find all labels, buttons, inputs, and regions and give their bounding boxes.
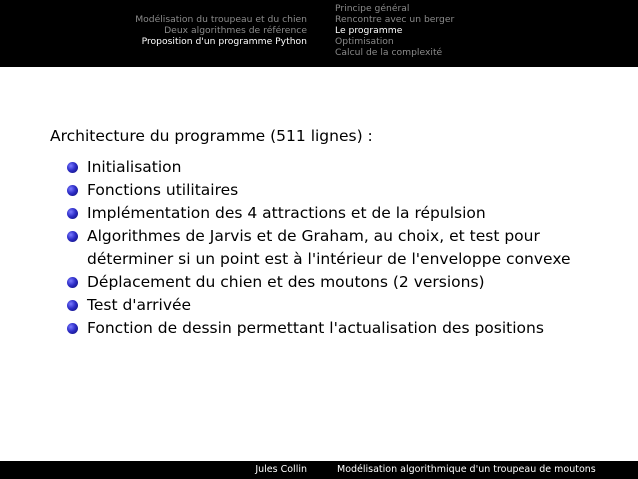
list-item <box>50 294 620 317</box>
list-item-text: Implémentation des 4 attractions et de la répulsion <box>87 204 486 222</box>
bullet-ball-icon <box>67 185 78 196</box>
list-item-text: Test d'arrivée <box>87 296 192 314</box>
subsection-link-programme[interactable]: Le programme <box>335 25 403 36</box>
subsection-link-optimisation[interactable]: Optimisation <box>335 36 394 47</box>
bullet-ball-icon <box>67 231 78 242</box>
list-item-text: Déplacement du chien et des moutons (2 versions) <box>87 273 485 291</box>
list-item <box>50 156 620 179</box>
bullet-ball-icon <box>67 208 78 219</box>
list-item-text: Algorithmes de Jarvis et de Graham, au choix, et test pour déterminer si un point est à l'intérieur de l'enveloppe convexe <box>87 227 571 268</box>
header-bar <box>0 0 638 67</box>
subsection-link-berger[interactable]: Rencontre avec un berger <box>335 14 455 25</box>
bullet-list <box>50 156 620 340</box>
bullet-ball-icon <box>67 300 78 311</box>
footer-author-box <box>0 461 319 479</box>
section-nav <box>0 0 319 67</box>
section-link-programme-python[interactable]: Proposition d'un programme Python <box>141 36 307 47</box>
footer-title-box <box>319 461 638 479</box>
footer-author: Jules Collin <box>255 464 307 475</box>
footer-title: Modélisation algorithmique d'un troupeau de moutons <box>337 464 596 475</box>
bullet-ball-icon <box>67 162 78 173</box>
bullet-ball-icon <box>67 323 78 334</box>
list-item <box>50 317 620 340</box>
subsection-link-principe[interactable]: Principe général <box>335 3 410 14</box>
list-item-text: Fonctions utilitaires <box>87 181 239 199</box>
section-link-modelisation[interactable]: Modélisation du troupeau et du chien <box>135 14 307 25</box>
slide-lead-text: Architecture du programme (511 lignes) : <box>50 127 373 145</box>
list-item <box>50 202 620 225</box>
subsection-link-complexite[interactable]: Calcul de la complexité <box>335 47 443 58</box>
list-item-text: Initialisation <box>87 158 182 176</box>
subsection-nav <box>319 0 638 67</box>
slide-content <box>50 126 620 340</box>
bullet-ball-icon <box>67 277 78 288</box>
section-link-algorithmes[interactable]: Deux algorithmes de référence <box>164 25 307 36</box>
list-item-text: Fonction de dessin permettant l'actualisation des positions <box>87 319 544 337</box>
footer-bar <box>0 461 638 479</box>
list-item <box>50 179 620 202</box>
list-item <box>50 271 620 294</box>
list-item <box>50 225 620 271</box>
